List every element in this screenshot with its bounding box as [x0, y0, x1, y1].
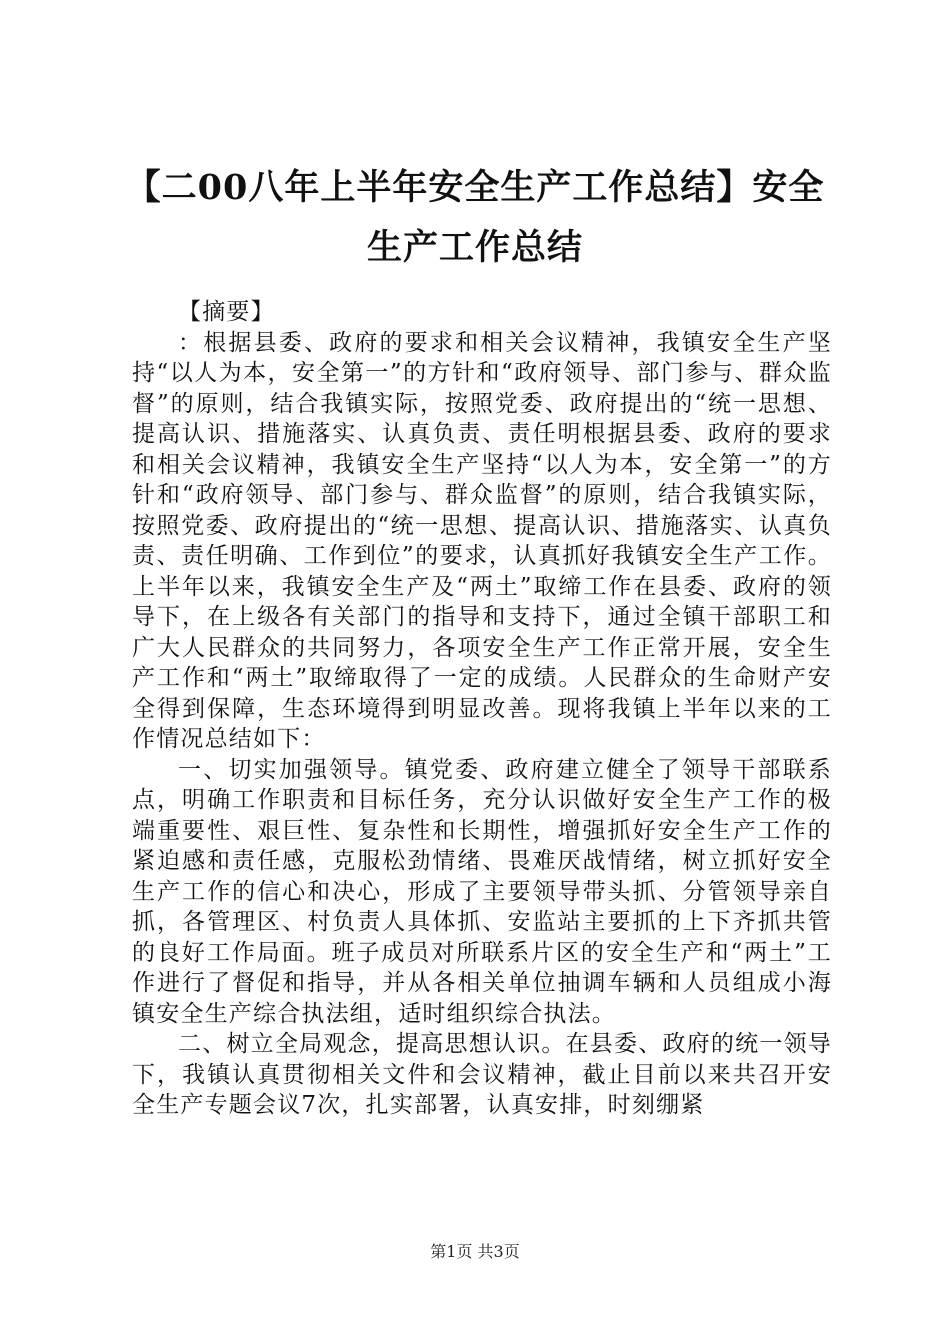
title-line-2: 生产工作总结: [366, 227, 583, 268]
abstract-paragraph: ：根据县委、政府的要求和相关会议精神，我镇安全生产坚持“以人为本，安全第一”的方针和“政府领导、部门参与、群众监督”的原则，结合我镇实际，按照党委、政府提出的“统一思想、提高认识、措施落实、认真负责、责任明根据县委、政府的要求和相关会议精神，我镇安全生产坚持“以人为本，安全第一”的方针和“政府领导、部门参与、群众监督”的原则，结合我镇实际，按照党委、政府提出的“统一思想、提高认识、措施落实、认真负责、责任明确、工作到位”的要求，认真抓好我镇安全生产工作。上半年以来，我镇安全生产及“两土”取缔工作在县委、政府的领导下，在上级各有关部门的指导和支持下，通过全镇干部职工和广大人民群众的共同努力，各项安全生产工作正常开展，安全生产工作和“两土”取缔取得了一定的成绩。人民群众的生命财产安全得到保障，生态环境得到明显改善。现将我镇上半年以来的工作情况总结如下：: [132, 329, 832, 752]
document-body: [132, 297, 832, 1121]
abstract-label: 【摘要】: [178, 299, 275, 325]
document-title: [120, 158, 830, 278]
title-line-1: 【二00八年上半年安全生产工作总结】安全: [125, 167, 825, 208]
page-footer: 第1页 共3页: [430, 1242, 520, 1261]
section-paragraph-2: 二、树立全局观念，提高思想认识。在县委、政府的统一领导下，我镇认真贯彻相关文件和会议精神，截止目前以来共召开安全生产专题会议7次，扎实部署，认真安排，时刻绷紧: [132, 1031, 832, 1118]
section-paragraph-1: 一、切实加强领导。镇党委、政府建立健全了领导干部联系点，明确工作职责和目标任务，充分认识做好安全生产工作的极端重要性、艰巨性、复杂性和长期性，增强抓好安全生产工作的紧迫感和责任感，克服松劲情绪、畏难厌战情绪，树立抓好安全生产工作的信心和决心，形成了主要领导带头抓、分管领导亲自抓，各管理区、村负责人具体抓、安监站主要抓的上下齐抓共管的良好工作局面。班子成员对所联系片区的安全生产和“两土”工作进行了督促和指导，并从各相关单位抽调车辆和人员组成小海镇安全生产综合执法组，适时组织综合执法。: [132, 756, 832, 1027]
